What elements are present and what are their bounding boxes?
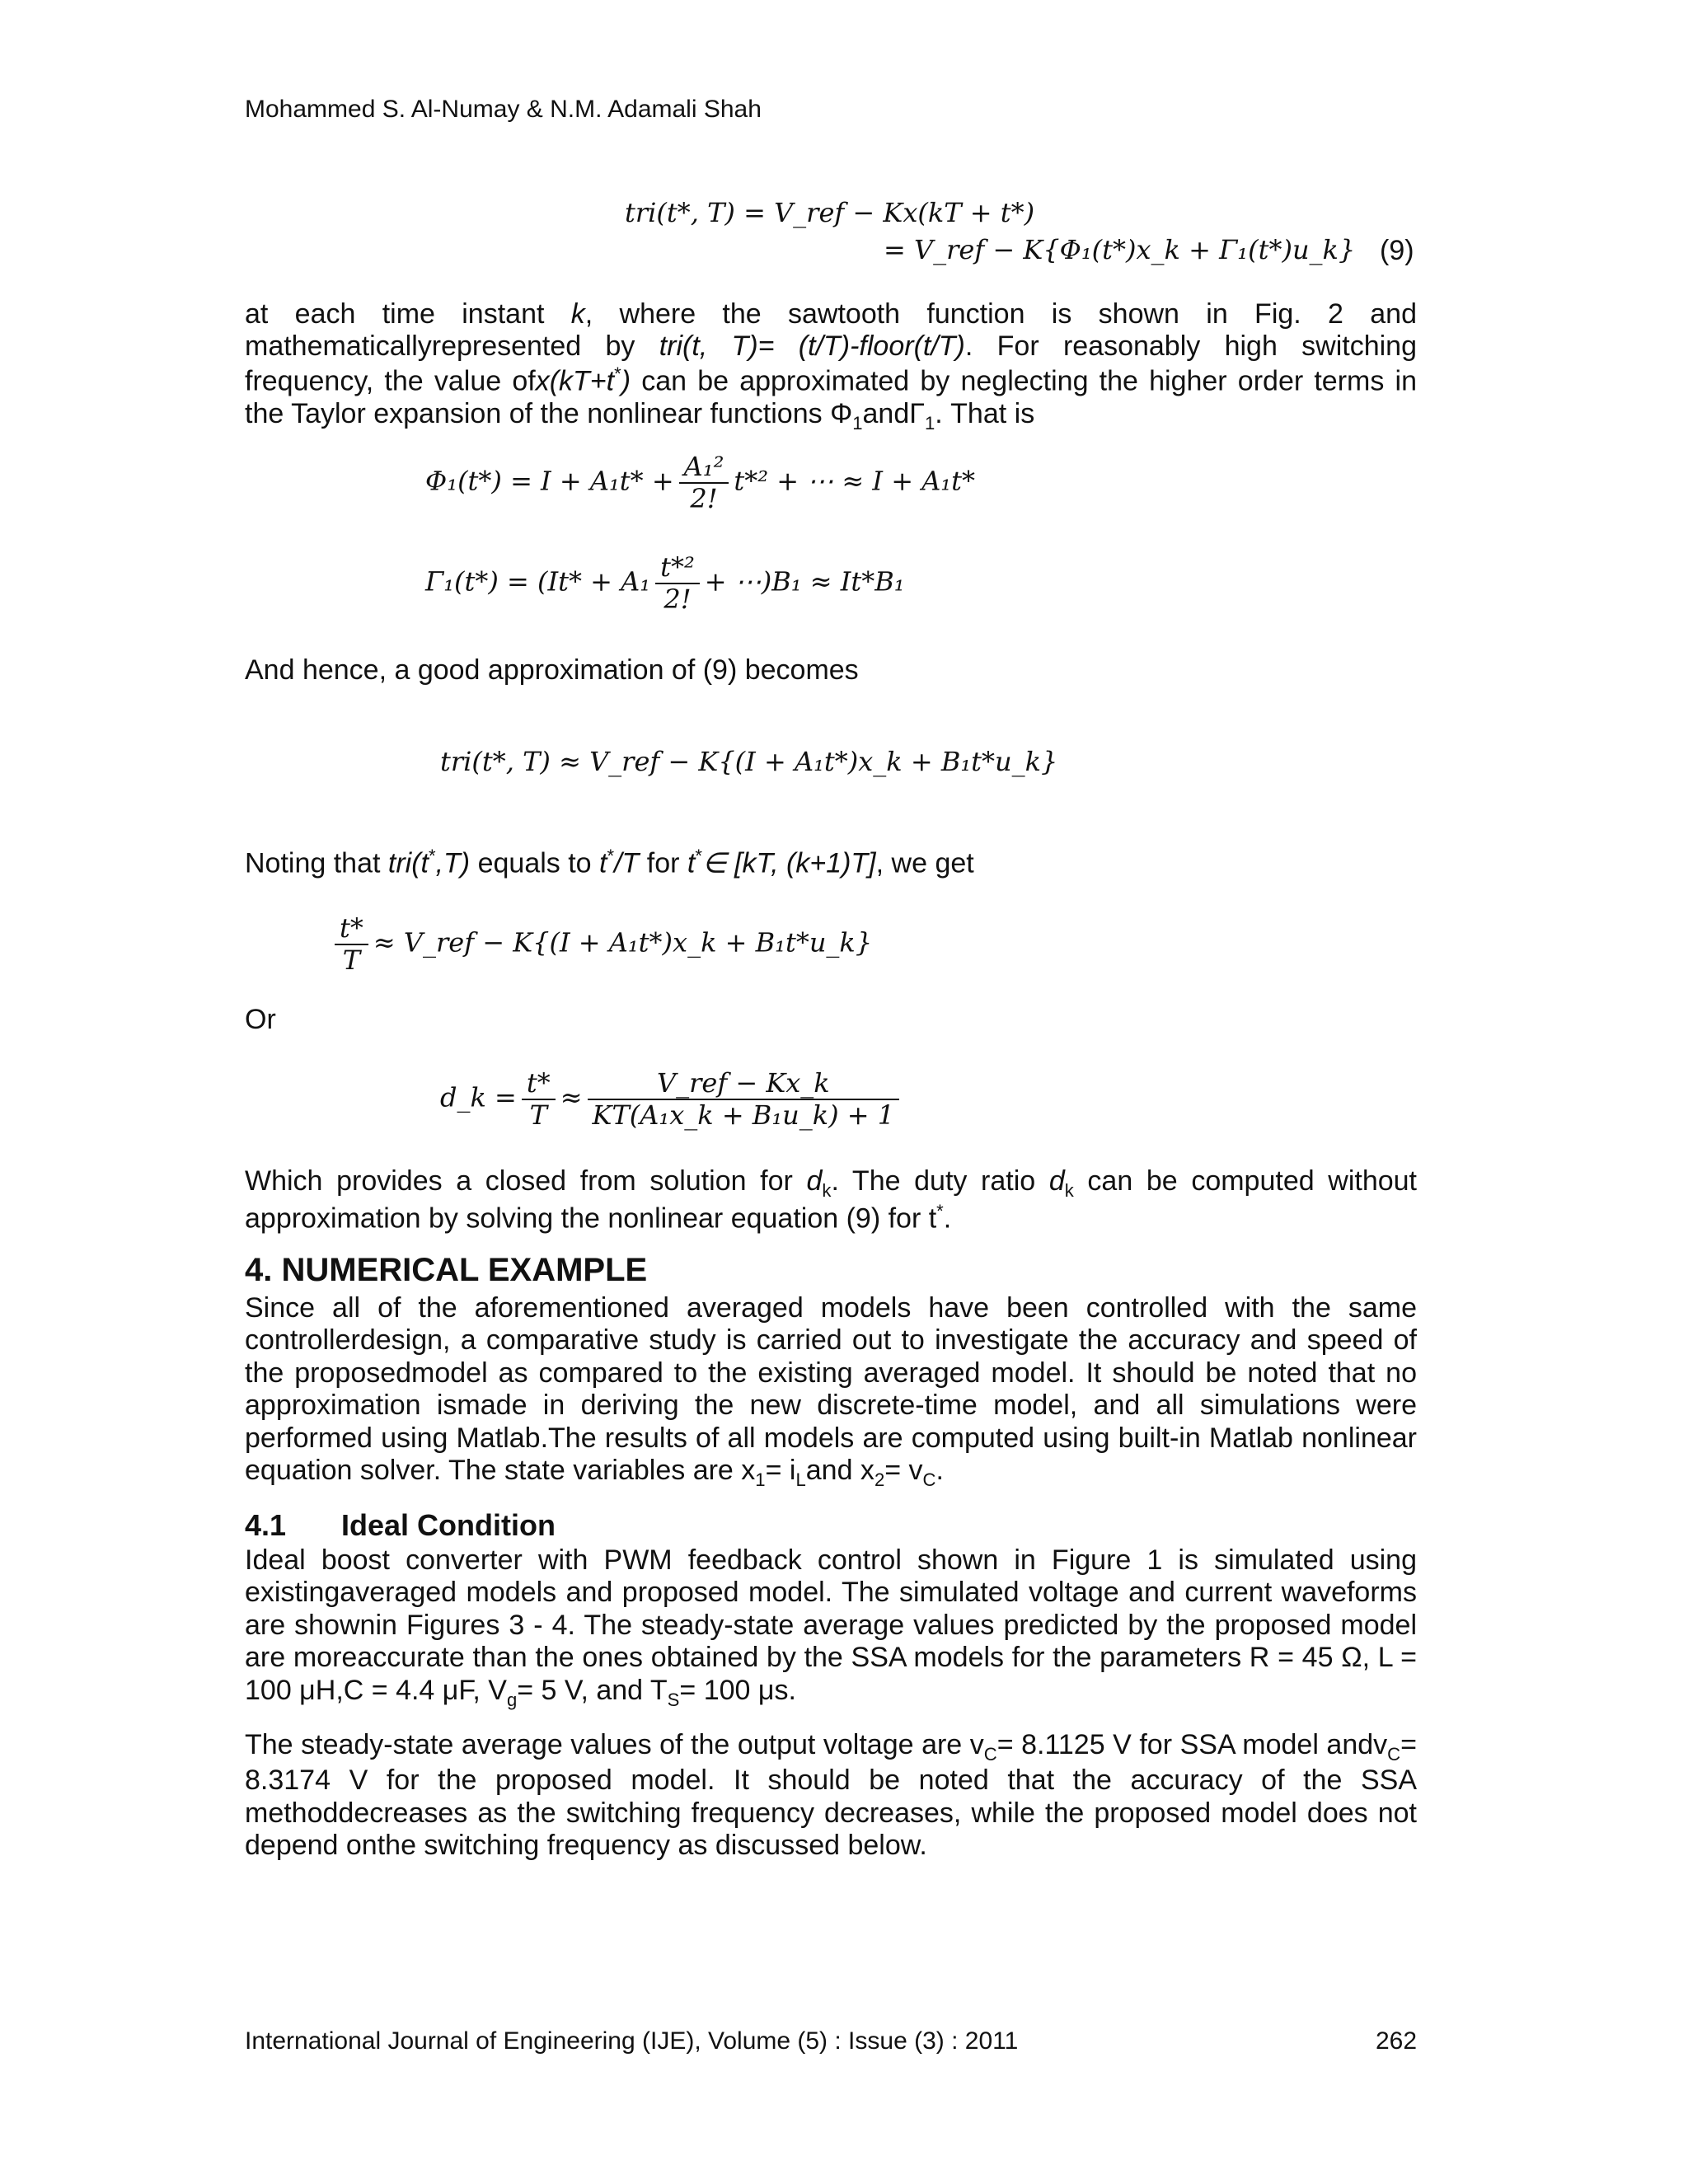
text: = 5 V, and T: [517, 1674, 668, 1706]
text: d: [1048, 1165, 1065, 1197]
text: *: [695, 846, 702, 866]
text: 1: [852, 412, 863, 434]
text: t: [687, 847, 696, 879]
subsection-heading-ideal-condition: Ideal Condition: [341, 1508, 556, 1542]
text: *: [428, 846, 436, 866]
denominator: KT(A₁x_k + B₁u_k) + 1: [592, 1099, 895, 1132]
numerator: t*: [335, 913, 368, 945]
text: = i: [765, 1455, 796, 1487]
text: = 8.3174 V for the proposed model. It should be noted that the accuracy of the SSA methoddecreases as the switching frequency decreases, while the proposed model does not depend onthe switching frequency as discussed below.: [245, 1729, 1417, 1862]
numerator: t*²: [655, 552, 700, 584]
equation-duty-ratio: [440, 1068, 904, 1131]
text: , where the sawtooth function is shown in Fig. 2 and mathematicallyrepresented by: [245, 298, 1417, 363]
text: k: [570, 298, 585, 330]
equation-phi-expansion: [425, 452, 975, 514]
text: equals to: [470, 847, 600, 879]
text: for: [639, 847, 687, 879]
text: ∈ [kT, (k+1)T]: [701, 847, 876, 879]
fraction: [679, 452, 729, 514]
text: *: [614, 363, 621, 384]
fraction: [522, 1068, 556, 1131]
text: C: [983, 1743, 997, 1765]
equation-part: Φ₁(t*) = I + A₁t* +: [425, 465, 674, 497]
text: The steady-state average values of the output voltage are v: [245, 1729, 984, 1760]
text: . For reasonably high switching frequency, the value of: [245, 330, 1417, 397]
equation-part: + ⋯)B₁ ≈ It*B₁: [704, 565, 905, 598]
equation-part: ≈ V_ref − K{(I + A₁t*)x_k + B₁t*u_k}: [373, 926, 873, 958]
text: 1: [755, 1469, 766, 1490]
text: can be approximated by neglecting the higher order terms in the Taylor expansion of the nonlinear functions Φ: [245, 365, 1418, 429]
equation-number-9: (9): [1380, 235, 1414, 266]
text: Ideal boost converter with PWM feedback control shown in Figure 1 is simulated using existingaveraged models and proposed model. The simulated voltage and current waveforms are shownin Figures 3 - 4. The steady-state average values predicted by the proposed model are moreaccurate than the ones obtained by the SSA models for the parameters R = 45 Ω, L = 100 μH,C = 4.4 μF, V: [245, 1544, 1417, 1706]
denominator: 2!: [690, 483, 718, 515]
text: andΓ: [862, 397, 925, 429]
text: = v: [884, 1455, 923, 1487]
text: S: [667, 1689, 680, 1710]
text: *: [607, 846, 615, 866]
text: ,T): [435, 847, 471, 879]
paragraph-sawtooth: [245, 298, 1417, 434]
paragraph-closed-form: [245, 1165, 1417, 1235]
footer-journal: International Journal of Engineering (IJE), Volume (5) : Issue (3) : 2011: [245, 2027, 1019, 2055]
text: Which provides a closed from solution for: [245, 1165, 807, 1197]
equation-9-line-1: tri(t*, T) = V_ref − Kx(kT + t*): [625, 197, 1035, 228]
text: t: [599, 847, 607, 879]
numerator: V_ref − Kx_k: [588, 1068, 900, 1100]
fraction: [588, 1068, 900, 1131]
denominator: T: [529, 1099, 547, 1132]
text: k: [1064, 1179, 1074, 1201]
text: 2: [874, 1469, 885, 1490]
section-heading-numerical-example: 4. NUMERICAL EXAMPLE: [245, 1252, 648, 1288]
text: tri(t, T)= (t/T)-floor(t/T): [659, 330, 965, 363]
text: g: [506, 1689, 518, 1710]
equation-part: Γ₁(t*) = (It* + A₁: [425, 565, 651, 598]
text: , we get: [875, 847, 974, 879]
running-header: Mohammed S. Al-Numay & N.M. Adamali Shah: [245, 96, 762, 123]
paragraph-noting: [245, 846, 1417, 880]
equation-part: t*² + ⋯ ≈ I + A₁t*: [734, 465, 975, 497]
text: .: [935, 1455, 944, 1487]
text: k: [822, 1179, 832, 1201]
equation-9-line-2: = V_ref − K{Φ₁(t*)x_k + Γ₁(t*)u_k}: [884, 234, 1356, 265]
text: = 100 μs.: [679, 1674, 796, 1706]
paragraph-steady-state: [245, 1729, 1417, 1863]
text: . The duty ratio: [831, 1165, 1049, 1197]
text: . That is: [935, 397, 1035, 429]
text: ): [621, 365, 631, 397]
equation-t-over-T: [335, 913, 872, 976]
text: tri(t: [387, 847, 429, 879]
denominator: T: [342, 944, 361, 977]
text: at each time instant: [245, 298, 571, 330]
equation-tri-approx: tri(t*, T) ≈ V_ref − K{(I + A₁t*)x_k + B₁t*u_k}: [440, 746, 1058, 777]
text: Since all of the aforementioned averaged models have been controlled with the same controllerdesign, a comparative study is carried out to investigate the accuracy and speed of the proposedmodel as compared to the existing averaged model. It should be noted that no approximation ismade in deriving the new discrete-time model, and all simulations were performed using Matlab.The results of all models are computed using built-in Matlab nonlinear equation solver. The state variables are x: [245, 1292, 1417, 1487]
text: 1: [924, 412, 935, 434]
text: C: [1387, 1743, 1401, 1765]
text: L: [795, 1469, 806, 1490]
fraction: [655, 552, 700, 615]
text: d: [806, 1165, 823, 1197]
text: C: [922, 1469, 936, 1490]
text: = 8.1125 V for SSA model andv: [996, 1729, 1388, 1760]
text: Noting that: [245, 847, 388, 879]
denominator: 2!: [663, 583, 692, 616]
text: and x: [805, 1455, 874, 1487]
paragraph-approximation: And hence, a good approximation of (9) becomes: [245, 654, 859, 686]
or-label: Or: [245, 1004, 276, 1035]
page-number: 262: [1376, 2027, 1418, 2055]
paragraph-numerical-example: [245, 1292, 1417, 1491]
equation-gamma-expansion: [425, 552, 905, 615]
text: *: [936, 1201, 944, 1222]
equation-part: ≈: [560, 1081, 583, 1113]
subsection-number: 4.1: [245, 1508, 287, 1542]
numerator: A₁²: [679, 452, 729, 484]
fraction: [335, 913, 368, 976]
numerator: t*: [522, 1068, 556, 1100]
text: /T: [614, 847, 640, 879]
equation-part: d_k =: [440, 1081, 517, 1113]
text: x(kT+t: [535, 365, 615, 397]
text: can be computed without approximation by solving the nonlinear equation (9) for t: [245, 1165, 1417, 1235]
text: .: [943, 1202, 952, 1235]
paragraph-ideal-condition: [245, 1544, 1417, 1710]
